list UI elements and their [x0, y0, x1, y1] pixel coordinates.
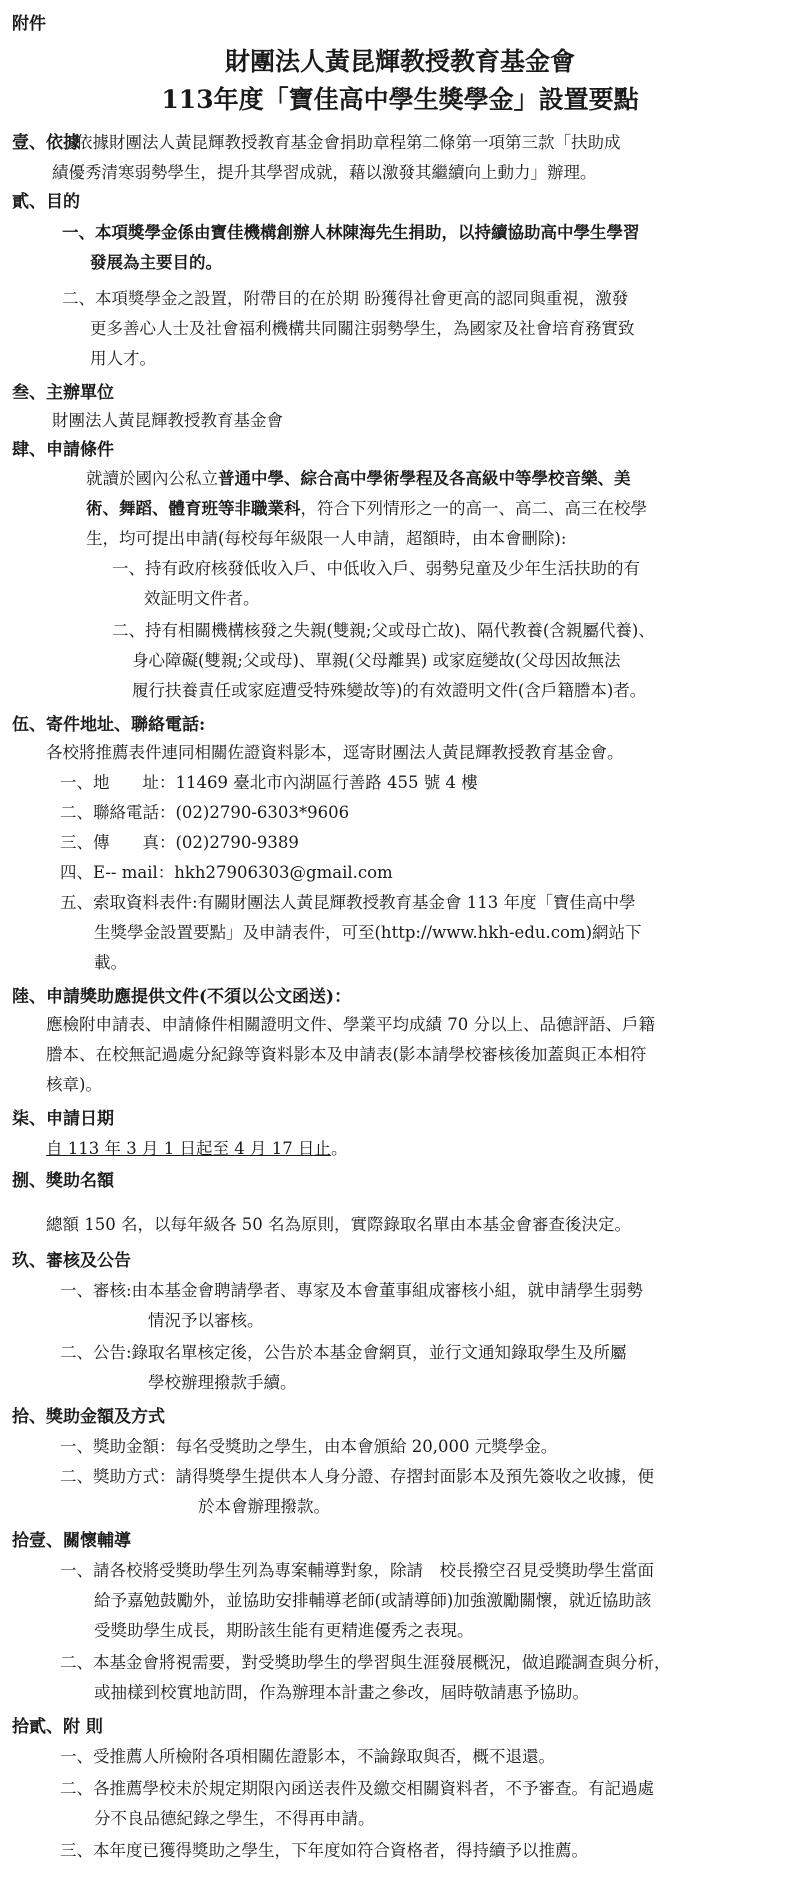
eligibility-line-3: 生，均可提出申請(每校每年級限一人申請，超額時，由本會刪除):	[86, 529, 567, 548]
counseling-item-1-line-2: 給予嘉勉鼓勵外，並協助安排輔導老師(或請導師)加強激勵關懷，就近協助該	[94, 1591, 652, 1610]
document-title: 財團法人黃昆輝教授教育基金會	[224, 47, 575, 76]
section-heading-quota: 捌、獎助名額	[12, 1171, 114, 1191]
review-item-2-line-1: 二、公告:錄取名單核定後，公告於本基金會網頁，並行文通知錄取學生及所屬	[60, 1343, 627, 1362]
quota-line-1: 總額 150 名，以每年級各 50 名為原則，實際錄取名單由本基金會審查後決定。	[46, 1215, 631, 1234]
address-item-documents-line-3: 載。	[94, 953, 127, 972]
counseling-item-1-line-1: 一、請各校將受獎助學生列為專案輔導對象，除請 校長撥空召見受獎助學生當面	[60, 1561, 654, 1580]
counseling-item-2-line-2: 或抽樣到校實地訪問，作為辦理本計畫之參改，屆時敬請惠予協助。	[94, 1683, 589, 1702]
address-intro: 各校將推薦表件連同相關佐證資料影本，逕寄財團法人黃昆輝教授教育基金會。	[46, 743, 624, 762]
organizer-line-1: 財團法人黃昆輝教授教育基金會	[52, 411, 283, 430]
document-subtitle: 113年度「寶佳高中學生獎學金」設置要點	[161, 85, 639, 114]
address-item-address: 一、地 址：11469 臺北市內湖區行善路 455 號 4 樓	[60, 773, 478, 792]
supplementary-item-3: 三、本年度已獲得獎助之學生，下年度如符合資格者，得持續予以推薦。	[60, 1841, 588, 1860]
address-item-phone: 二、聯絡電話：(02)2790-6303*9606	[60, 803, 350, 822]
section-heading-counseling: 拾壹、關懷輔導	[12, 1531, 131, 1551]
purpose-item-2-line-2: 更多善心人士及社會福利機構共同關注弱勢學生，為國家及社會培育務實致	[90, 319, 635, 338]
section-heading-basis: 壹、依據	[12, 133, 80, 153]
purpose-item-2-line-1: 二、本項獎學金之設置，附帶目的在於期 盼獲得社會更高的認同與重視，激發	[62, 289, 629, 308]
amount-item-2-line-1: 二、獎助方式：請得獎學生提供本人身分證、存摺封面影本及預先簽收之收據，便	[60, 1467, 654, 1486]
supplementary-item-1: 一、受推薦人所檢附各項相關佐證影本，不論錄取與否，概不退還。	[60, 1747, 555, 1766]
address-item-documents-line-1: 五、索取資料表件:有關財團法人黃昆輝教授教育基金會 113 年度「寶佳高中學	[60, 893, 636, 912]
eligibility-line-2: 術、舞蹈、體育班等非職業科，符合下列情形之一的高一、高二、高三在校學	[86, 499, 647, 518]
eligibility-item-1-line-2: 效証明文件者。	[144, 589, 260, 608]
eligibility-item-2-line-3: 履行扶養責任或家庭遭受特殊變故等)的有效證明文件(含戶籍謄本)者。	[132, 681, 647, 700]
section-heading-eligibility: 肆、申請條件	[12, 440, 114, 460]
dates-line-1: 自 113 年 3 月 1 日起至 4 月 17 日止。	[46, 1139, 348, 1158]
address-item-fax: 三、傳 真：(02)2790-9389	[60, 833, 299, 852]
eligibility-line-1: 就讀於國內公私立普通中學、綜合高中學術學程及各高級中等學校音樂、美	[86, 469, 631, 488]
basis-line-1: 依據財團法人黃昆輝教授教育基金會捐助章程第二條第一項第三款「扶助成	[76, 133, 621, 152]
counseling-item-1-line-3: 受獎助學生成長，期盼該生能有更精進優秀之表現。	[94, 1621, 474, 1640]
address-item-documents-line-2: 生獎學金設置要點」及申請表件，可至(http://www.hkh-edu.com)網站下	[94, 923, 642, 942]
purpose-item-2-line-3: 用人才。	[90, 349, 156, 368]
supplementary-item-2-line-1: 二、各推薦學校未於規定期限內函送表件及繳交相關資料者，不予審查。有記過處	[60, 1779, 654, 1798]
review-item-2-line-2: 學校辦理撥款手續。	[148, 1373, 297, 1392]
purpose-item-1-line-1: 一、本項獎學金係由寶佳機構創辦人林陳海先生捐助，以持續協助高中學生學習	[62, 223, 640, 242]
section-heading-dates: 柒、申請日期	[12, 1109, 114, 1129]
review-item-1-line-2: 情況予以審核。	[148, 1311, 264, 1330]
section-heading-amount: 拾、獎助金額及方式	[12, 1407, 165, 1427]
section-heading-purpose: 貳、目的	[12, 192, 80, 212]
attachment-label: 附件	[12, 14, 46, 34]
section-heading-review: 玖、審核及公告	[12, 1251, 131, 1271]
address-item-email: 四、E-- mail：hkh27906303@gmail.com	[60, 863, 393, 882]
basis-line-2: 績優秀清寒弱勢學生，提升其學習成就，藉以激發其繼續向上動力」辦理。	[52, 163, 597, 182]
counseling-item-2-line-1: 二、本基金會將視需要，對受獎助學生的學習與生涯發展概況，做追蹤調查與分析，	[60, 1653, 671, 1672]
documents-line-1: 應檢附申請表、申請條件相關證明文件、學業平均成績 70 分以上、品德評語、戶籍	[46, 1015, 655, 1034]
section-heading-organizer: 叁、主辦單位	[12, 383, 114, 403]
section-heading-supplementary: 拾貳、附 則	[12, 1717, 103, 1737]
amount-item-2-line-2: 於本會辦理撥款。	[198, 1497, 330, 1516]
review-item-1-line-1: 一、審核:由本基金會聘請學者、專家及本會董事組成審核小組，就申請學生弱勢	[60, 1281, 644, 1300]
purpose-item-1-line-2: 發展為主要目的。	[90, 253, 222, 272]
eligibility-item-2-line-2: 身心障礙(雙親;父或母)、單親(父母離異) 或家庭變故(父母因故無法	[132, 651, 621, 670]
section-heading-address: 伍、寄件地址、聯絡電話:	[12, 715, 206, 735]
supplementary-item-2-line-2: 分不良品德紀錄之學生，不得再申請。	[94, 1809, 375, 1828]
amount-item-1: 一、獎助金額：每名受獎助之學生，由本會頒給 20,000 元獎學金。	[60, 1437, 558, 1456]
eligibility-item-1-line-1: 一、持有政府核發低收入戶、中低收入戶、弱勢兒童及少年生活扶助的有	[112, 559, 640, 578]
eligibility-item-2-line-1: 二、持有相關機構核發之失親(雙親;父或母亡故)、隔代教養(含親屬代養)、	[112, 621, 655, 640]
section-heading-documents: 陸、申請獎助應提供文件(不須以公文函送)：	[12, 987, 352, 1007]
documents-line-2: 謄本、在校無記過處分紀錄等資料影本及申請表(影本請學校審核後加蓋與正本相符	[46, 1045, 647, 1064]
documents-line-3: 核章)。	[46, 1075, 102, 1094]
